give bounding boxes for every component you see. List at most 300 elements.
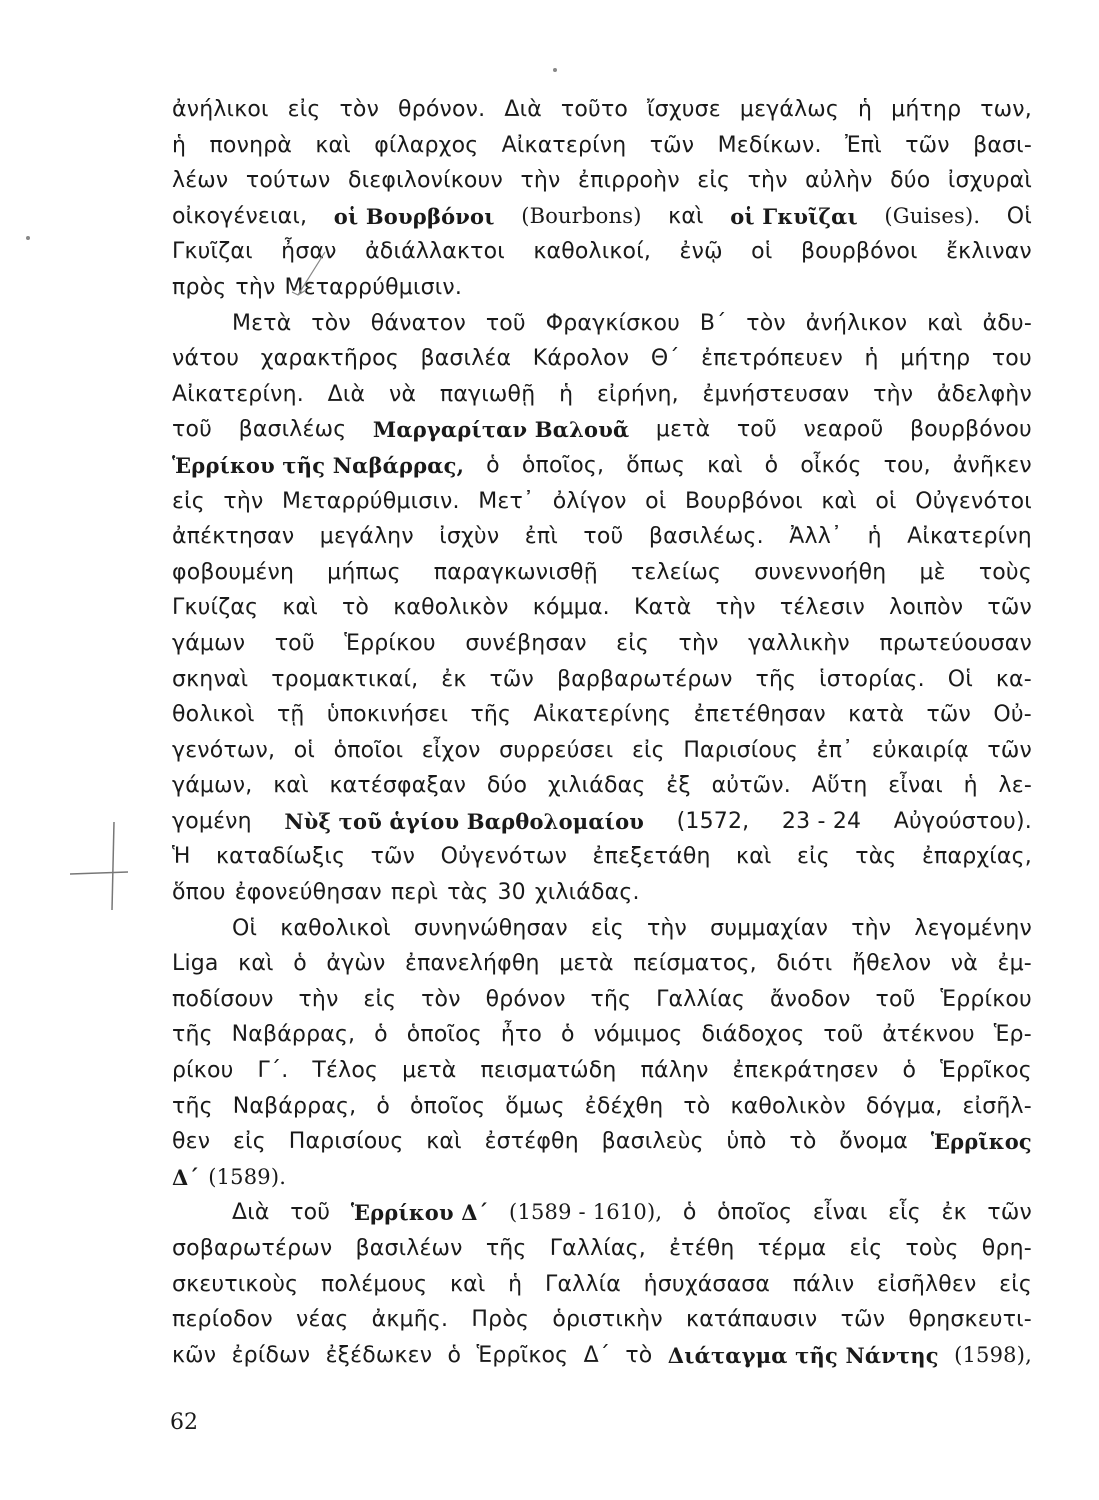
word: τὸ [341, 595, 370, 621]
word: θρησκευτι- [908, 1307, 1032, 1333]
word: νόμιμος [593, 1022, 683, 1048]
word: εἶναι [888, 773, 943, 799]
word: ἄνοδον [769, 986, 851, 1012]
text-line [172, 412, 1032, 448]
word: Μεταρρύθμισιν. [282, 488, 460, 514]
word: τὴν [235, 274, 276, 300]
word: διάδοχος [701, 1022, 805, 1048]
word: ἔκλιναν [946, 239, 1032, 265]
word: τῆς [485, 1236, 527, 1261]
word: καθολικοί, [533, 239, 652, 265]
word: ἀδυ- [982, 310, 1032, 336]
word: εἰς [233, 1129, 266, 1155]
word: ὁ [376, 1093, 391, 1119]
word: ὁ [682, 1200, 697, 1226]
word: νάτου [172, 346, 240, 372]
word: θάνατον [370, 310, 466, 336]
word: Ἑρρίκου [344, 630, 436, 656]
word: ἦσαν [281, 239, 337, 265]
word: Κατὰ [634, 595, 692, 621]
word: κόμμα. [532, 595, 610, 621]
word: ἐστέφθη [484, 1129, 579, 1155]
word: των, [980, 97, 1032, 122]
word: τῆς [172, 1022, 213, 1048]
word: εἰς [172, 488, 205, 514]
word: Αἰκατερίνη. [172, 381, 304, 407]
word: τὴν [520, 168, 561, 194]
word: Μεταρρύθμισιν. [284, 274, 463, 300]
word: ἡ [172, 132, 187, 158]
word: ἐξέδωκεν [325, 1342, 433, 1368]
word: Αὕτη [811, 773, 868, 799]
word: θρη- [981, 1236, 1032, 1261]
word: βασι- [973, 132, 1032, 158]
page-number: 62 [170, 1410, 198, 1435]
word: τοῦ [823, 1022, 864, 1048]
word: τοῦ [875, 986, 916, 1012]
text-line [172, 1267, 1032, 1303]
word: Γαλλίας [656, 986, 746, 1012]
word: ἐπὶ [524, 524, 558, 550]
word: μεγάλην [319, 524, 414, 550]
text-line [172, 1160, 1032, 1196]
word: τὸ [789, 1129, 817, 1155]
word: τοῦ [736, 417, 777, 443]
word: ἤθελον [851, 951, 932, 977]
word: τὴν [873, 381, 914, 407]
word: Δ΄ [583, 1342, 611, 1368]
word: εἰς [796, 844, 830, 870]
word: Οἱ [232, 915, 258, 941]
text-line [172, 733, 1032, 769]
word: οἱ Γκυῖζαι [730, 203, 858, 229]
text-line [172, 555, 1032, 591]
word: ὁ [447, 1342, 462, 1368]
word: καθολικὸν [393, 595, 509, 621]
word: εἰς [631, 737, 665, 763]
word: βαρβαρωτέρων [556, 666, 733, 692]
word: ὁποῖος [406, 1022, 482, 1048]
word: πάλην [640, 1058, 709, 1084]
word: τῶν [926, 702, 972, 728]
word: βουρβόνοι [800, 239, 918, 265]
word: τὴν [715, 595, 756, 621]
word: ἀτέκνου [882, 1022, 975, 1048]
text-line [172, 590, 1032, 626]
word: μεγάλως [739, 97, 840, 122]
word: βασιλέως [238, 417, 347, 443]
word: καὶ [927, 310, 963, 336]
word: τὴν [851, 915, 892, 941]
word: ἀπέκτησαν [172, 524, 295, 550]
word: ἴσχυσε [647, 97, 721, 122]
word: τὸν [339, 97, 380, 122]
word: κα- [995, 666, 1032, 692]
word: ὁ [293, 951, 307, 977]
word: λε- [998, 773, 1032, 799]
word: ὁ [764, 452, 779, 478]
word: ἀδελφὴν [936, 381, 1032, 407]
word: τῆς [755, 666, 797, 692]
word: εἰσῆλθεν [876, 1271, 977, 1297]
word: ἡ [963, 773, 978, 799]
word: διεφιλονίκουν [347, 168, 503, 194]
word: ἐνῷ [679, 239, 723, 265]
word: τῆς [590, 986, 632, 1012]
word: χιλιάδας. [534, 880, 640, 906]
word: τὸν [421, 986, 461, 1012]
word: βασιλέων [355, 1236, 463, 1261]
word: βουρβόνου [910, 417, 1032, 443]
word: καὶ [426, 1129, 462, 1155]
word: οἱ [875, 488, 897, 514]
word: τὸ [683, 1093, 711, 1119]
word: ἐτέθη [669, 1236, 735, 1261]
word: τοῦ [583, 524, 624, 550]
word: αὐτῶν. [711, 773, 791, 799]
word: ἐκ [441, 666, 467, 692]
word: οἱ [645, 488, 667, 514]
word: νὰ [950, 951, 978, 977]
word: Διὰ [327, 381, 366, 407]
word: εἰς [591, 915, 624, 941]
word: γάμων [172, 630, 246, 656]
text-line [172, 341, 1032, 377]
word: ὅπου [172, 880, 226, 906]
word: τῶν [905, 132, 950, 158]
word: νεαροῦ [803, 417, 884, 443]
word: Ἑρρίκου Δ΄ [350, 1200, 489, 1226]
word: ἀνήλικον [805, 310, 908, 336]
word: ὑπὸ [726, 1129, 767, 1155]
word: ὅμως [505, 1093, 565, 1119]
text-line [172, 128, 1032, 164]
word: ἐφονεύθησαν [234, 880, 382, 906]
word: Γκυίζας [172, 595, 259, 621]
text-line [172, 1089, 1032, 1125]
word: ἐρίδων [231, 1342, 311, 1368]
word: (Bourbons) [521, 203, 642, 228]
word: Αἰκατερίνη [501, 132, 627, 158]
word: δύο [890, 168, 931, 194]
word: συνηνώθησαν [413, 915, 568, 941]
word: εἰρήνη, [596, 381, 679, 407]
word: τὸν [311, 310, 351, 336]
word: τὴν [747, 168, 788, 194]
word: οἱ [751, 239, 773, 265]
text-line [172, 1124, 1032, 1160]
word: δόγμα, [865, 1093, 943, 1119]
word: τὴν [678, 630, 719, 656]
word: εἰς [287, 97, 321, 122]
word: ὅπως [626, 452, 686, 478]
text-line [172, 626, 1032, 662]
word: Οἱ [947, 666, 973, 692]
word: ἡσυχάσασα [643, 1271, 771, 1297]
word: ἐξ [666, 773, 691, 799]
word: Πρὸς [471, 1307, 530, 1333]
word: ὁριστικὴν [552, 1307, 663, 1333]
word: Παρισίους [288, 1129, 404, 1155]
text-line [172, 804, 1032, 840]
word: ἐπετέθησαν [693, 702, 826, 728]
word: κῶν [172, 1342, 217, 1368]
word: ἀγὼν [326, 951, 386, 977]
word: πεισματώδη [480, 1058, 617, 1084]
word: Αἰκατερίνης [533, 702, 672, 728]
word: πείσματος, [633, 951, 757, 977]
word: ἀδιάλλακτοι [365, 239, 505, 265]
word: ἐμ- [997, 951, 1032, 977]
word: δύο [486, 773, 528, 799]
word: ποδίσουν [172, 986, 274, 1012]
word: (Guises). [884, 203, 981, 228]
word: ἡ [559, 381, 574, 407]
word: καθολικὸν [730, 1093, 846, 1119]
word: Αὐγούστου). [893, 808, 1032, 834]
word: πρωτεύουσαν [879, 630, 1032, 656]
word: τὸν [746, 310, 786, 336]
word: παγιωθῇ [439, 381, 536, 407]
word: τέρμα [757, 1236, 827, 1261]
word: Παρισίους [683, 737, 799, 763]
word: τὰς [855, 844, 897, 870]
word: μὲ [919, 559, 946, 585]
word: ἰσχυραὶ [947, 168, 1032, 194]
word: τῶν [489, 666, 535, 692]
word: κατὰ [848, 702, 905, 728]
word: Οὐγενότοι [915, 488, 1032, 514]
word: εἰς [363, 986, 397, 1012]
word: ὁ [374, 1022, 388, 1048]
word: πολέμους [320, 1271, 428, 1297]
word: Ἑρρῖκος [476, 1342, 569, 1368]
word: τρομακτικαί, [271, 666, 419, 692]
word: ὁποῖος, [521, 452, 605, 478]
word: τοῦ [172, 417, 213, 443]
text-line [172, 839, 1032, 875]
word: τὸ [625, 1342, 653, 1368]
word: καὶ [238, 951, 274, 977]
word: βασιλεὺς [601, 1129, 704, 1155]
word: τοὺς [905, 1236, 959, 1261]
word: (1598), [954, 1342, 1032, 1367]
word: συνεννοήθη [754, 559, 887, 585]
word: του, [883, 452, 931, 478]
word: πάλιν [792, 1271, 855, 1297]
word: τῶν [987, 595, 1032, 621]
word: λεγομένην [914, 915, 1032, 941]
word: γαλλικὴν [748, 630, 850, 656]
word: νέας [296, 1307, 349, 1333]
word: καὶ [449, 1271, 486, 1297]
word: θρόνον. [398, 97, 486, 122]
word: σκευτικοὺς [172, 1271, 299, 1297]
word: Διὰ [232, 1200, 270, 1226]
text-line [172, 1338, 1032, 1374]
word: εἰς [849, 1236, 883, 1261]
word: διότι [776, 951, 833, 977]
word: ὁ [560, 1022, 575, 1048]
word: του [991, 346, 1032, 372]
word: εἰς [999, 1271, 1032, 1297]
word: Οἱ [1006, 203, 1032, 229]
word: ἐπεκράτησεν [732, 1058, 879, 1084]
word: ἐπαρχίας, [921, 844, 1032, 870]
word: Θ΄ [650, 346, 680, 372]
word: τὰς [447, 880, 489, 906]
text-line [172, 875, 1032, 911]
word: Β΄ [699, 310, 727, 336]
word: Αἰκατερίνη [907, 524, 1032, 550]
word: καὶ [273, 773, 309, 799]
pencil-stroke-mark [240, 250, 340, 310]
word: ὄνομα [839, 1129, 909, 1155]
word: θολικοὶ [172, 702, 255, 728]
word: τοῦ [290, 1200, 331, 1226]
word: Ναβάρρας, [231, 1022, 356, 1048]
word: ὑποκινήσει [326, 702, 449, 728]
word: πονηρὰ [209, 132, 293, 158]
word: ἀκμῆς. [371, 1307, 449, 1333]
word: ἡ [508, 1271, 523, 1297]
word: τούτων [245, 168, 331, 194]
word: καὶ [736, 844, 772, 870]
word: ἐπεξετάθη [592, 844, 711, 870]
text-line [172, 1302, 1032, 1338]
word: συρρεύσει [499, 737, 614, 763]
word: τέλεσιν [779, 595, 865, 621]
word: καθολικοὶ [280, 915, 391, 941]
word: Βουρβόνοι [685, 488, 803, 514]
word: ἐπ᾽ [816, 737, 854, 763]
word: ὀλίγον [552, 488, 627, 514]
text-line [172, 377, 1032, 413]
text-line [172, 448, 1032, 484]
word: οἱ [293, 737, 316, 763]
word: ἦτο [500, 1022, 543, 1048]
word: Φραγκίσκου [545, 310, 681, 336]
word: ὁ [902, 1058, 917, 1084]
word: καὶ [315, 132, 351, 158]
word: γενότων, [172, 737, 276, 763]
word: Liga [172, 951, 219, 977]
word: καὶ [668, 203, 704, 229]
word: καὶ [821, 488, 857, 514]
word: καταδίωξις [216, 844, 346, 870]
text-line [172, 163, 1032, 199]
text-line [172, 1195, 1032, 1231]
word: πρὸς [172, 274, 227, 300]
word: ρίκου [172, 1058, 234, 1084]
word: Γαλλία [544, 1271, 621, 1297]
word: Μεδίκων. [717, 132, 822, 158]
word: τῶν [840, 1307, 886, 1333]
word: φίλαρχος [374, 132, 479, 158]
word: εἷς [888, 1200, 921, 1226]
word: εἶχον [421, 737, 481, 763]
text-line [172, 697, 1032, 733]
word: ἀνήλικοι [172, 97, 269, 122]
text-line [172, 911, 1032, 947]
word: τελείως [630, 559, 722, 585]
word: παραγκωνισθῇ [433, 559, 598, 585]
text-line [172, 662, 1032, 698]
word: βασιλέως. [648, 524, 764, 550]
pencil-cross-mark [70, 822, 130, 912]
word: εἶναι [812, 1200, 868, 1226]
word: μήτηρ [891, 97, 962, 122]
word: Μαργαρίταν Βαλουᾶ [372, 417, 630, 443]
word: Γαλλίας, [549, 1236, 646, 1261]
word: βασιλέα [420, 346, 512, 372]
word: Τέλος [312, 1058, 379, 1084]
word: ἡ [858, 97, 873, 122]
word: Μετ᾽ [478, 488, 535, 514]
word: Οὐγενότων [440, 844, 568, 870]
word: Ναβάρρας, [232, 1093, 357, 1119]
word: λέων [172, 168, 229, 194]
word: Οὐ- [993, 702, 1032, 728]
text-line [172, 484, 1032, 520]
word: ἀνῆκεν [952, 452, 1032, 478]
word: εὐκαιρίᾳ [871, 737, 969, 763]
word: ἐπετρόπευεν [701, 346, 844, 372]
word: τοῦ [485, 310, 526, 336]
word: Ἑρ- [993, 1022, 1032, 1048]
word: Δ΄ [172, 1164, 200, 1190]
word: εἰς [697, 168, 731, 194]
word: Διάταγμα τῆς Νάντης [667, 1342, 939, 1368]
word: Ἀλλ᾽ [789, 524, 843, 550]
text-line [172, 306, 1032, 342]
text-line [172, 519, 1032, 555]
word: Ἑρρῖκος [940, 1058, 1032, 1084]
word: ἐπιρροὴν [578, 168, 680, 194]
word: Κάρολον [532, 346, 630, 372]
word: κατάπαυσιν [686, 1307, 818, 1333]
word: χιλιάδας [547, 773, 646, 799]
word: Μετὰ [232, 310, 292, 336]
word: σκηναὶ [172, 666, 249, 692]
word: ἐπανελήφθη [404, 951, 540, 977]
word: Γκυῖζαι [172, 239, 253, 265]
word: (1589). [208, 1164, 287, 1189]
word: τῶν [987, 1200, 1032, 1226]
text-line [172, 92, 1032, 128]
word: τὴν [298, 986, 339, 1012]
word: καὶ [282, 595, 318, 621]
word: τοὺς [978, 559, 1032, 585]
word: ἰσχὺν [439, 524, 500, 550]
word: ἐδέχθη [584, 1093, 664, 1119]
word: εἰσῆλ- [962, 1093, 1032, 1119]
text-line [172, 1231, 1032, 1267]
text-line [172, 1053, 1032, 1089]
word: ὁποῖος [410, 1093, 486, 1119]
word: Ἑρρίκου τῆς Ναβάρρας, [172, 452, 465, 478]
word: περὶ [390, 880, 439, 906]
word: (1572, [676, 808, 750, 834]
word: Ἑρρῖκος [930, 1129, 1032, 1155]
word: τῇ [276, 702, 305, 728]
word: Διὰ [504, 97, 542, 122]
word: οἱ Βουρβόνοι [333, 203, 495, 229]
word: μήτηρ [900, 346, 971, 372]
word: ἡ [867, 524, 882, 550]
word: λοιπὸν [889, 595, 964, 621]
text-line [172, 1017, 1032, 1053]
